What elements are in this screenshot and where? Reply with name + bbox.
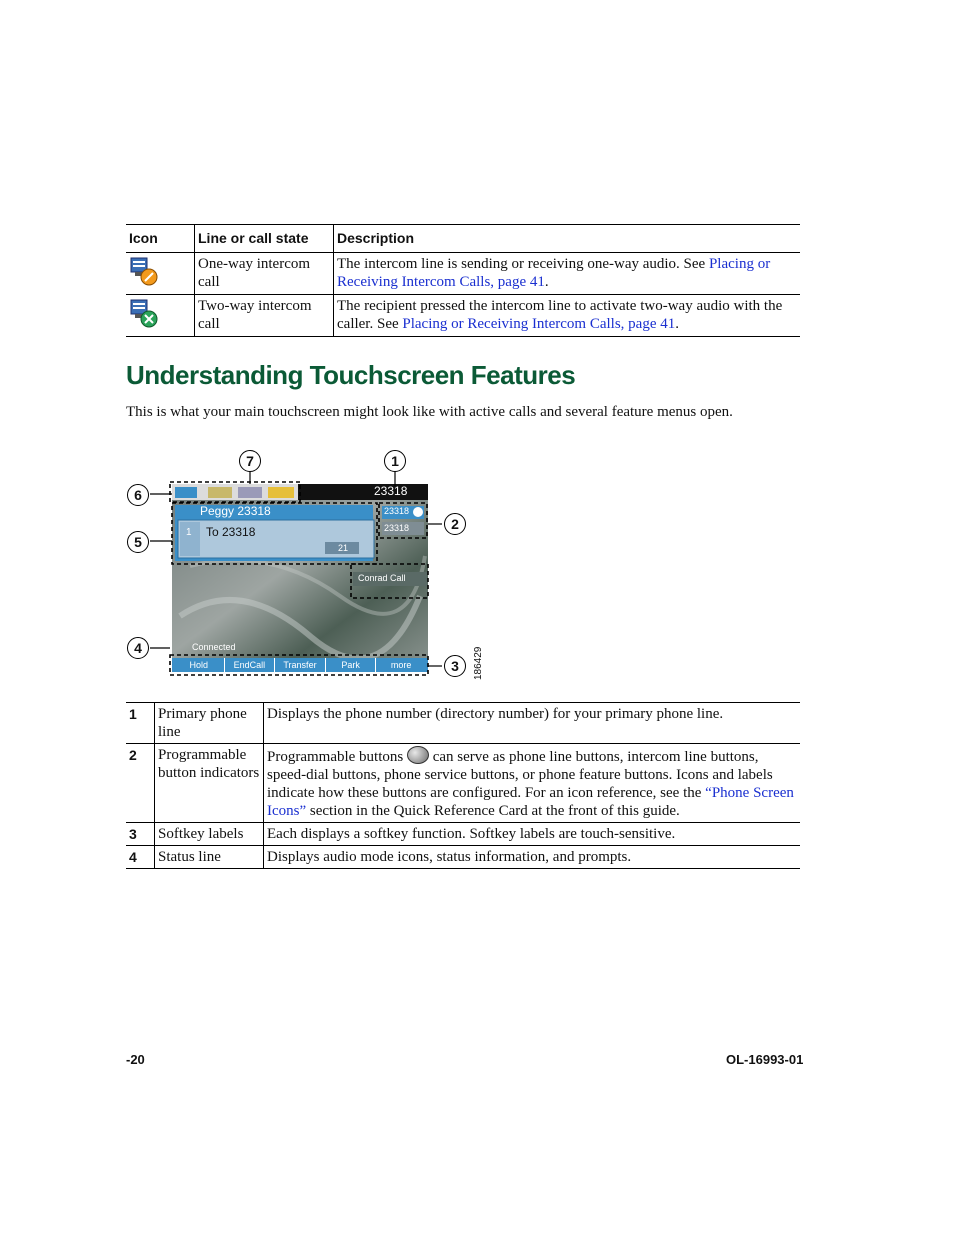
description-end: . — [675, 316, 679, 332]
legend-number: 3 — [126, 823, 155, 846]
legend-description: Displays the phone number (directory number) for your primary phone line. — [264, 703, 801, 744]
softkey-hold[interactable]: Hold — [174, 658, 225, 672]
legend-number: 2 — [126, 744, 155, 823]
col-header-icon: Icon — [126, 225, 195, 253]
legend-description: Each displays a softkey function. Softkey labels are touch-sensitive. — [264, 823, 801, 846]
document-id: OL-16993-01 — [726, 1052, 804, 1067]
section-title: Understanding Touchscreen Features — [126, 360, 576, 390]
primary-line-number: 23318 — [374, 484, 408, 498]
to-line: To 23318 — [206, 525, 256, 539]
messages-tab-icon — [268, 487, 294, 498]
figure-code: 186429 — [473, 646, 484, 680]
programmable-button-icon — [407, 746, 429, 764]
description-text: The intercom line is sending or receiving one-way audio. See — [337, 256, 709, 272]
intro-text: This is what your main touchscreen might look like with active calls and several feature menus open. — [126, 404, 733, 420]
intercom-calls-link[interactable]: Placing or Receiving Intercom Calls, page 41 — [402, 316, 676, 332]
callout-1: 1 — [384, 450, 406, 472]
description-text: The recipient pressed the intercom line to activate two-way audio with the caller. See — [337, 298, 783, 332]
legend-label: Status line — [155, 846, 264, 869]
description-cell — [334, 295, 801, 337]
legend-label: Softkey labels — [155, 823, 264, 846]
callout-4: 4 — [127, 637, 149, 659]
touchscreen-figure — [120, 446, 500, 686]
legend-label: Programmable button indicators — [155, 744, 264, 823]
intercom-calls-link[interactable]: Placing or Receiving Intercom Calls, page 41 — [337, 256, 771, 290]
legend-number: 4 — [126, 846, 155, 869]
legend-table — [126, 702, 800, 869]
softkey-endcall[interactable]: EndCall — [225, 658, 276, 672]
callout-5: 5 — [127, 531, 149, 553]
softkey-more[interactable]: more — [390, 660, 412, 670]
call-timer: 21 — [338, 543, 349, 553]
table-row — [126, 846, 800, 869]
col-header-description: Description — [334, 225, 801, 253]
page-number: -20 — [126, 1052, 145, 1067]
legend-description — [264, 744, 801, 823]
caller-name: Peggy 23318 — [200, 504, 271, 518]
table-row — [126, 744, 800, 823]
description-text: can serve as phone line buttons, intercom line buttons, speed-dial buttons, phone service buttons, or phone feature buttons. Icons and labels indicate how these buttons are configured. For an icon reference, see the — [267, 749, 773, 801]
directories-tab-icon — [208, 487, 232, 498]
side-button-label: 23318 — [384, 506, 410, 516]
two-way-intercom-icon — [126, 295, 195, 337]
legend-label: Primary phone line — [155, 703, 264, 744]
legend-number: 1 — [129, 706, 137, 722]
phone-screen-icons-link[interactable]: “Phone Screen Icons” — [267, 785, 794, 819]
icon-table — [126, 224, 800, 337]
one-way-intercom-icon — [126, 253, 195, 295]
table-header-row — [126, 225, 800, 253]
softkey-park[interactable]: Park — [326, 658, 377, 672]
phone-tab-icon — [175, 487, 197, 498]
legend-description: Displays audio mode icons, status information, and prompts. — [264, 846, 801, 869]
status-line: Connected — [192, 642, 236, 652]
callout-3: 3 — [444, 655, 466, 677]
description-cell — [334, 253, 801, 295]
state-cell: Two-way intercom call — [195, 295, 334, 337]
table-row — [126, 703, 800, 744]
softkey-transfer[interactable]: Transfer — [275, 658, 326, 672]
line-index: 1 — [186, 527, 192, 538]
description-end: . — [544, 274, 549, 290]
table-row — [126, 253, 800, 295]
softkey-row — [174, 658, 426, 672]
callout-6: 6 — [127, 484, 149, 506]
conrad-call-label: Conrad Call — [358, 573, 406, 583]
side-button-label: 23318 — [384, 523, 410, 533]
table-row — [126, 823, 800, 846]
table-row — [126, 295, 800, 337]
description-text: section in the Quick Reference Card at the front of this guide. — [306, 803, 680, 819]
col-header-state: Line or call state — [195, 225, 334, 253]
callout-2: 2 — [444, 513, 466, 535]
settings-tab-icon — [238, 487, 262, 498]
primary-line-bar — [298, 484, 428, 500]
state-cell: One-way intercom call — [195, 253, 334, 295]
description-text: Programmable buttons — [267, 749, 407, 765]
callout-7: 7 — [239, 450, 261, 472]
